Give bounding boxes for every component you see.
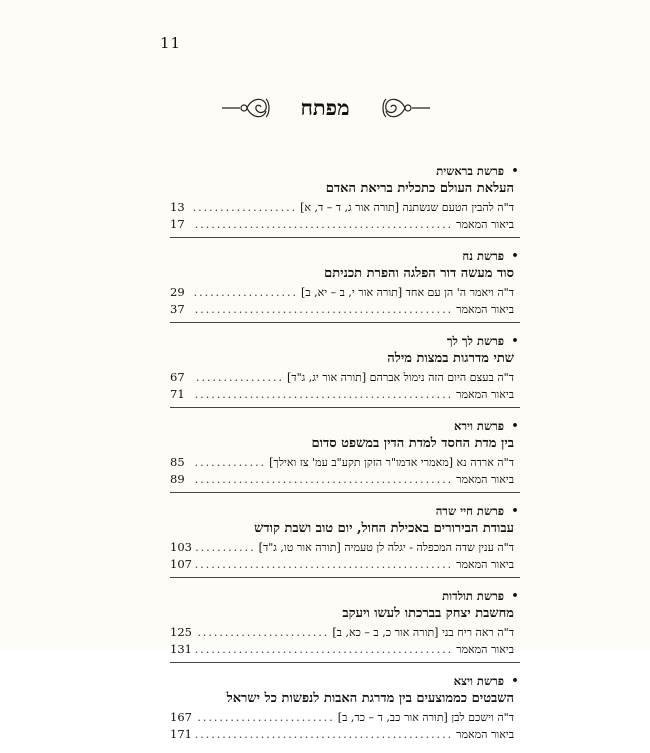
parsha-name: פרשת תולדות: [442, 589, 504, 603]
bullet-icon: •: [511, 334, 519, 347]
row-page: 67: [170, 370, 185, 384]
toc-row[interactable]: [170, 284, 520, 301]
bullet-icon: •: [511, 419, 519, 432]
toc-entry: [170, 588, 520, 663]
dot-leader: [195, 624, 329, 641]
separator: [170, 662, 520, 663]
separator: [170, 492, 520, 493]
bullet-icon: •: [511, 674, 519, 687]
toc-entry: [170, 418, 520, 493]
separator: [170, 577, 520, 578]
row-text: ביאור המאמר: [456, 643, 514, 656]
row-text: ד"ה ארדה נא [מאמרי אדמו"ר הזקן תקע"ב עמ' צז ואילך]: [269, 456, 514, 469]
right-ornament-icon: [380, 93, 432, 123]
row-page: 107: [170, 557, 192, 571]
dot-leader: [195, 726, 453, 743]
dot-leader: [193, 471, 453, 488]
page-title: מפתח: [300, 95, 350, 120]
table-of-contents: [170, 163, 520, 753]
parsha-name: פרשת בראשית: [436, 164, 504, 178]
row-text: ביאור המאמר: [456, 558, 514, 571]
toc-row[interactable]: [170, 624, 520, 641]
separator: [170, 237, 520, 238]
toc-row[interactable]: [170, 556, 520, 573]
row-page: 71: [170, 387, 185, 401]
toc-row[interactable]: [170, 386, 520, 403]
toc-row[interactable]: [170, 709, 520, 726]
row-text: ד"ה ענין שדה המכפלה - יגלה לן טעמיה [תורה אור טו, ג"ד]: [258, 541, 514, 554]
entry-heading: שתי מדרגות במצות מילה: [387, 351, 514, 366]
row-page: 167: [170, 710, 192, 724]
bullet-icon: •: [511, 164, 519, 177]
parsha-name: פרשת וירא: [453, 419, 504, 433]
row-text: ביאור המאמר: [456, 728, 514, 741]
toc-row[interactable]: [170, 301, 520, 318]
row-text: ביאור המאמר: [456, 303, 514, 316]
row-page: 37: [170, 302, 185, 316]
dot-leader: [195, 539, 256, 556]
toc-row[interactable]: [170, 471, 520, 488]
parsha-name: פרשת ויצא: [453, 674, 504, 688]
separator: [170, 322, 520, 323]
toc-row[interactable]: [170, 199, 520, 216]
parsha-name: פרשת נח: [462, 249, 504, 263]
row-page: 29: [170, 285, 185, 299]
toc-row[interactable]: [170, 726, 520, 743]
toc-entry: [170, 248, 520, 323]
row-text: ביאור המאמר: [456, 218, 514, 231]
row-page: 125: [170, 625, 192, 639]
dot-leader: [193, 454, 266, 471]
row-page: 85: [170, 455, 185, 469]
separator: [170, 407, 520, 408]
entry-heading: בין מדת החסד למדת הדין במשפט סדום: [311, 436, 514, 451]
dot-leader: [195, 556, 453, 573]
row-page: 171: [170, 727, 192, 741]
page-number: 11: [160, 34, 182, 52]
row-text: ד"ה ויאמר ה' הן עם אחד [תורה אור י, ב – יא, ב]: [301, 286, 514, 299]
bullet-icon: •: [511, 504, 519, 517]
dot-leader: [193, 199, 297, 216]
toc-entry: [170, 673, 520, 743]
toc-row[interactable]: [170, 216, 520, 233]
row-page: 89: [170, 472, 185, 486]
row-text: ד"ה ראה ריח בני [תורה אור כ, ב – כא, ב]: [332, 626, 514, 639]
row-page: 131: [170, 642, 192, 656]
dot-leader: [193, 386, 453, 403]
toc-row[interactable]: [170, 369, 520, 386]
row-text: ביאור המאמר: [456, 473, 514, 486]
row-page: 17: [170, 217, 185, 231]
row-page: 13: [170, 200, 185, 214]
bullet-icon: •: [511, 249, 519, 262]
parsha-name: פרשת לך לך: [446, 334, 504, 348]
toc-entry: [170, 503, 520, 578]
entry-heading: השבטים כממוצעים בין מדרגת האבות לנפשות כל ישראל: [226, 691, 514, 706]
row-text: ביאור המאמר: [456, 388, 514, 401]
toc-row[interactable]: [170, 454, 520, 471]
entry-heading: העלאת העולם כתכלית בריאת האדם: [325, 181, 514, 196]
row-text: ד"ה בעצם היום הזה נימול אברהם [תורה אור יג, ג"ד]: [287, 371, 514, 384]
toc-row[interactable]: [170, 539, 520, 556]
row-page: 103: [170, 540, 192, 554]
bullet-icon: •: [511, 589, 519, 602]
entry-heading: מחשבת יצחק בברכתו לעשו ויעקב: [342, 606, 514, 621]
toc-entry: [170, 333, 520, 408]
title-block: [0, 93, 650, 133]
entry-heading: עבודת הבירורים באכילת החול, יום טוב ושבת קודש: [254, 521, 514, 536]
dot-leader: [193, 216, 453, 233]
toc-entry: [170, 163, 520, 238]
parsha-name: פרשת חיי שרה: [435, 504, 504, 518]
dot-leader: [193, 284, 298, 301]
dot-leader: [193, 369, 284, 386]
entry-heading: סוד מעשה דור הפלגה והפרת תכניתם: [324, 266, 514, 281]
row-text: ד"ה להבין הטעם שנשתנה [תורה אור ג, ד – ד, א]: [300, 201, 514, 214]
row-text: ד"ה וישכם לבן [תורה אור כב, ד – כד, ב]: [337, 711, 514, 724]
dot-leader: [193, 301, 453, 318]
dot-leader: [195, 709, 335, 726]
